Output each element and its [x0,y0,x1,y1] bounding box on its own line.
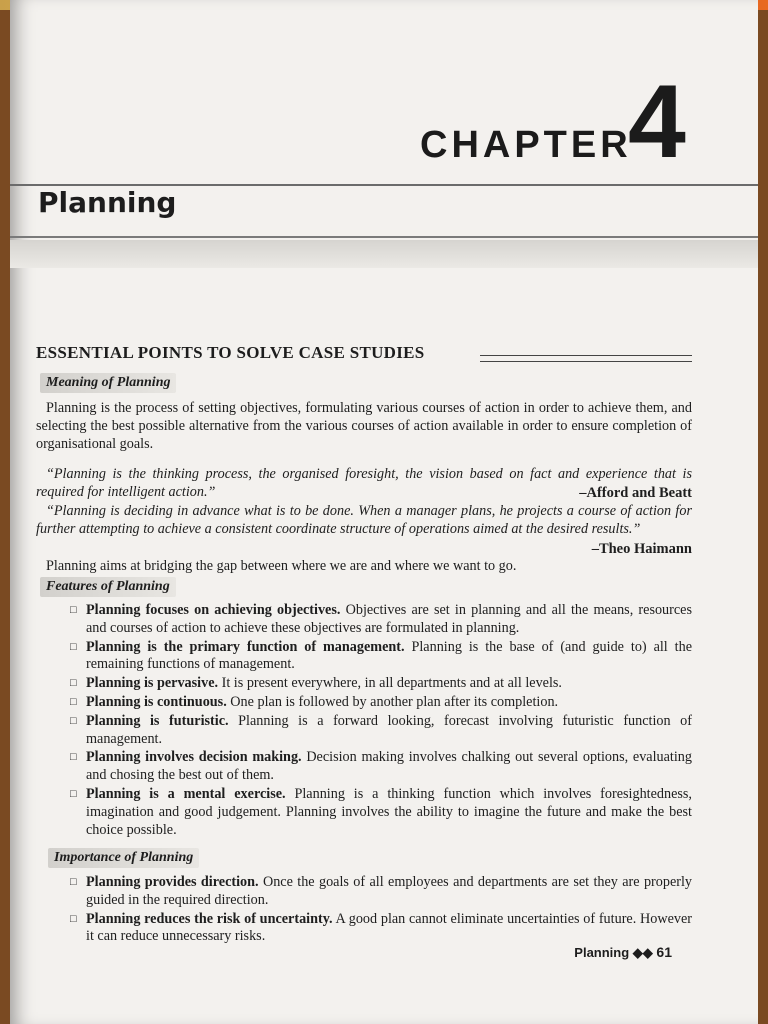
list-item: □ Planning provides direction. Once the goals of all employees and departments are set they are properly guided in the required direction. [72,874,692,910]
meaning-paragraph: Planning is the process of setting objectives, formulating various courses of action in order to achieve them, and selecting the best possible alternative from the various courses of action available in order to ensure completion of organisational goals. [36,400,692,452]
meaning-summary: Planning aims at bridging the gap between where we are and where we want to go. [46,558,517,574]
list-item: □ Planning focuses on achieving objectives. Objectives are set in planning and all the means, resources and courses of action to achieve these objectives are formulated in planning. [72,602,692,638]
attribution-theo-haimann: –Theo Haimann [591,541,692,557]
list-item: □ Planning reduces the risk of uncertainty. A good plan cannot eliminate uncertainties of future. However it can reduce unnecessary risks. [72,911,692,947]
list-item: □ Planning is continuous. One plan is followed by another plan after its completion. [72,694,692,712]
page-footer [574,944,672,961]
meaning-heading: Meaning of Planning [40,373,176,393]
header-band [10,240,758,268]
diamond-icon: ◆◆ [632,945,653,960]
importance-heading: Importance of Planning [48,848,199,868]
quote-theo-haimann: “Planning is deciding in advance what is to be done. When a manager plans, he projects a course of action for further attempting to achieve a consistent coordinate structure of operations aimed at the desired results.” [36,503,692,537]
section-heading: ESSENTIAL POINTS TO SOLVE CASE STUDIES [36,343,425,362]
list-item: □ Planning is a mental exercise. Planning is a thinking function which involves foresightedness, imagination and good judgement. Planning involves the ability to imagine the future and make the best choice possible. [72,786,692,839]
chapter-title: Planning [38,186,177,219]
list-item: □ Planning is pervasive. It is present everywhere, in all departments and at all levels. [72,675,692,693]
section-heading-lines [480,355,692,362]
quote-afford-beatt: “Planning is the thinking process, the organised foresight, the vision based on fact and experience that is required for intelligent action.” [36,466,692,500]
features-heading: Features of Planning [40,577,176,597]
page-number: 61 [656,944,672,960]
list-item: □ Planning is futuristic. Planning is a forward looking, forecast involving futuristic function of management. [72,713,692,749]
footer-label: Planning [574,945,630,960]
list-item: □ Planning involves decision making. Decision making involves chalking out several options, evaluating and chosing the best out of them. [72,749,692,785]
features-list [72,602,692,840]
attribution-afford-beatt: –Afford and Beatt [579,485,692,501]
title-rule [10,236,758,238]
chapter-number: 4 [628,64,686,180]
book-page [10,0,758,1024]
importance-list [72,874,692,947]
list-item: □ Planning is the primary function of management. Planning is the base of (and guide to) all the remaining functions of management. [72,639,692,675]
chapter-label: CHAPTER [420,124,632,166]
